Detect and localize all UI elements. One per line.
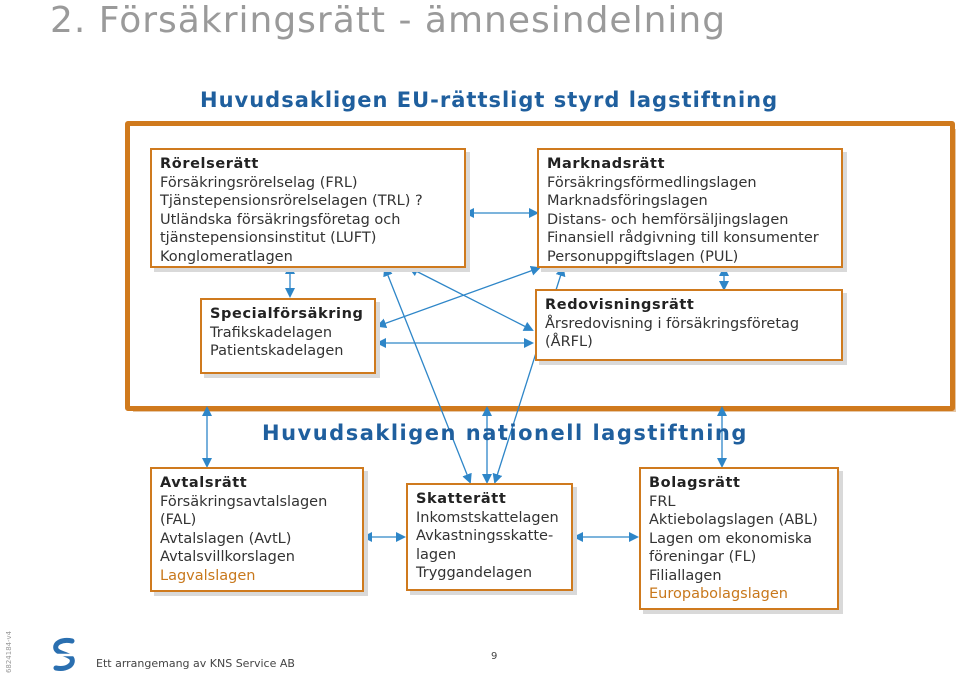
eu-legislation-header: Huvudsakligen EU-rättsligt styrd lagstiftning (200, 88, 779, 112)
box-marknadsratt-line: Finansiell rådgivning till konsumenter (547, 230, 819, 246)
box-bolagsratt-highlight: Europabolagslagen (649, 586, 788, 602)
document-code: 6824184-v4 (5, 630, 14, 674)
box-bolagsratt-line: Lagen om ekonomiska (649, 530, 812, 547)
box-marknadsratt-line: Distans- och hemförsäljingslagen (547, 211, 789, 228)
box-specialforsakring-heading: Specialförsäkring (210, 306, 364, 322)
box-marknadsratt-line: Försäkringsförmedlingslagen (547, 174, 757, 191)
box-marknadsratt-line: Marknadsföringslagen (547, 193, 708, 209)
box-specialforsakring-line: Patientskadelagen (210, 343, 344, 359)
kns-logo-icon (48, 637, 82, 673)
box-marknadsratt-heading: Marknadsrätt (547, 156, 666, 172)
box-bolagsratt-heading: Bolagsrätt (649, 475, 741, 491)
box-avtalsratt-line: Avtalsvillkorslagen (160, 549, 295, 565)
box-redovisningsratt-heading: Redovisningsrätt (545, 297, 695, 313)
box-specialforsakring-line: Trafikskadelagen (210, 324, 333, 341)
box-rorelserett-heading: Rörelserätt (160, 156, 259, 172)
box-rorelserett-line: tjänstepensionsinstitut (LUFT) (160, 230, 377, 246)
box-avtalsratt-heading: Avtalsrätt (160, 475, 248, 491)
arrow-marknad-special (378, 268, 539, 326)
box-skatteratt-line: lagen (416, 546, 457, 563)
box-bolagsratt (639, 467, 839, 610)
box-avtalsratt-line: Försäkringsavtalslagen (160, 493, 328, 510)
national-legislation-header: Huvudsakligen nationell lagstiftning (262, 421, 748, 445)
box-rorelserett (150, 148, 466, 268)
slide-title: 2. Försäkringsrätt - ämnesindelning (50, 0, 727, 41)
arrow-rorelse-bolag (385, 268, 470, 482)
box-bolagsratt-line: Aktiebolagslagen (ABL) (649, 512, 818, 528)
box-rorelserett-line: Försäkringsrörelselag (FRL) (160, 174, 358, 191)
box-skatteratt-line: Tryggandelagen (416, 565, 533, 581)
box-skatteratt-line: Inkomstskattelagen (416, 509, 559, 526)
footer-text: Ett arrangemang av KNS Service AB (96, 657, 295, 670)
box-marknadsratt-line: Personuppgiftslagen (PUL) (547, 248, 739, 265)
box-avtalsratt-line: Avtalslagen (AvtL) (160, 530, 292, 547)
box-avtalsratt (150, 467, 364, 592)
box-rorelserett-line: Tjänstepensionsrörelselagen (TRL) ? (160, 193, 423, 209)
box-bolagsratt-line: Filiallagen (649, 567, 722, 584)
box-skatteratt (406, 483, 573, 591)
box-specialforsakring (200, 298, 376, 374)
box-bolagsratt-line: FRL (649, 493, 676, 510)
box-redovisningsratt (535, 289, 843, 361)
box-skatteratt-heading: Skatterätt (416, 491, 507, 507)
box-redovisningsratt-line: (ÅRFL) (545, 334, 593, 350)
box-avtalsratt-line: (FAL) (160, 512, 197, 528)
box-marknadsratt (537, 148, 843, 268)
box-rorelserett-line: Utländska försäkringsföretag och (160, 211, 401, 228)
box-redovisningsratt-line: Årsredovisning i försäkringsföretag (545, 315, 800, 332)
box-rorelserett-line: Konglomeratlagen (160, 248, 293, 265)
box-skatteratt-line: Avkastningsskatte- (416, 528, 554, 544)
box-avtalsratt-highlight: Lagvalslagen (160, 567, 256, 584)
page-number: 9 (491, 651, 498, 662)
box-bolagsratt-line: föreningar (FL) (649, 549, 757, 565)
